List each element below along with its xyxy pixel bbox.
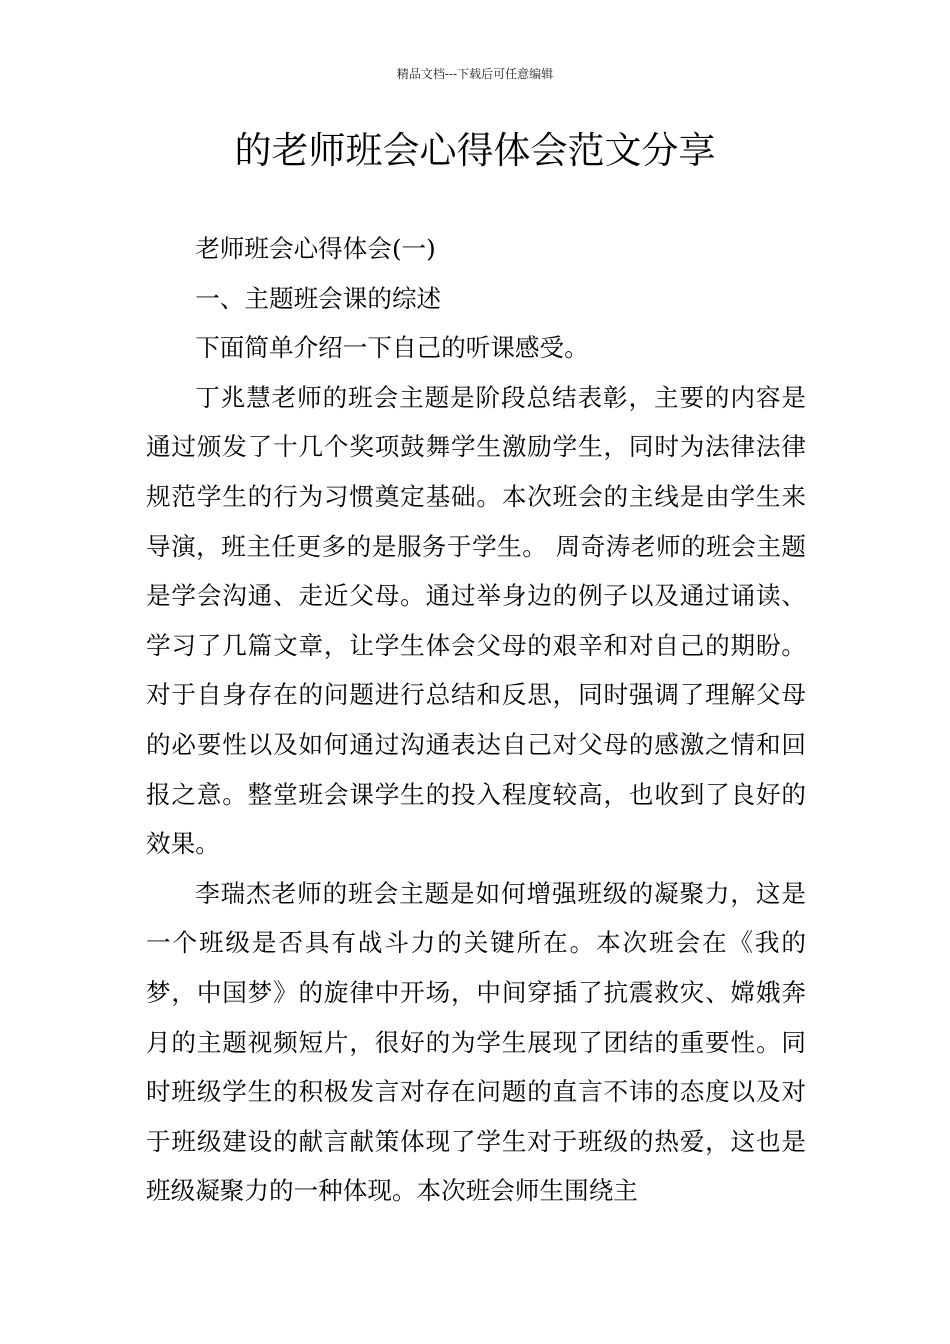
- paragraph: 李瑞杰老师的班会主题是如何增强班级的凝聚力，这是一个班级是否具有战斗力的关键所在。本次班会在《我的梦，中国梦》的旋律中开场，中间穿插了抗震救灾、嫦娥奔月的主题视频短片，很好的为学生展现了团结的重要性。同时班级学生的积极发言对存在问题的直言不讳的态度以及对于班级建设的献言献策体现了学生对于班级的热爱，这也是班级凝聚力的一种体现。本次班会师生围绕主: [146, 878, 806, 1206]
- document-body: [146, 224, 806, 1216]
- section-heading: 老师班会心得体会(一): [195, 234, 436, 263]
- paragraph: 下面简单介绍一下自己的听课感受。: [195, 333, 589, 363]
- paragraph: 丁兆慧老师的班会主题是阶段总结表彰，主要的内容是通过颁发了十几个奖项鼓舞学生激励学生，同时为法律法律规范学生的行为习惯奠定基础。本次班会的主线是由学生来导演，班主任更多的是服务于学生。 周奇涛老师的班会主题是学会沟通、走近父母。通过举身边的例子以及通过诵读、学习了几篇文章，让学生体会父母的艰辛和对自己的期盼。对于自身存在的问题进行总结和反思，同时强调了理解父母的必要性以及如何通过沟通表达自己对父母的感激之情和回报之意。整堂班会课学生的投入程度较高，也收到了良好的效果。: [146, 382, 806, 859]
- document-title: 的老师班会心得体会范文分享: [234, 129, 716, 172]
- subsection-heading: 一、主题班会课的综述: [195, 283, 442, 313]
- header-note: 精品文档---下载后可任意编辑: [396, 67, 554, 81]
